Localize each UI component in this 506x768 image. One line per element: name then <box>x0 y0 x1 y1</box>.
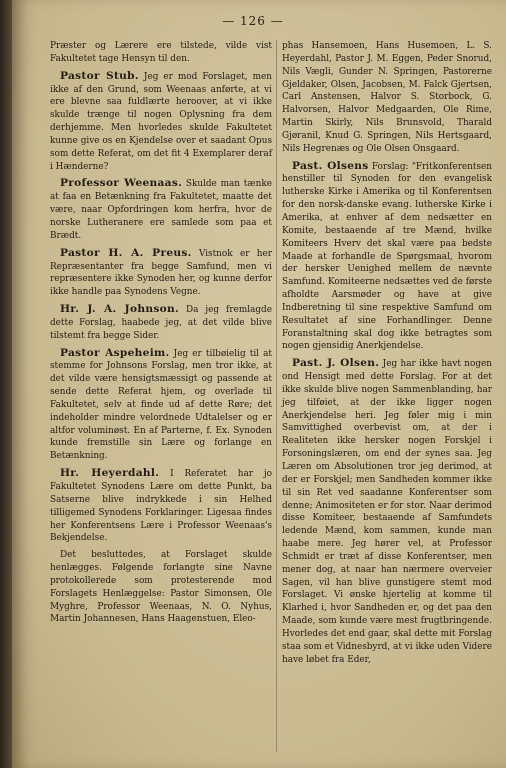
paragraph <box>50 247 272 299</box>
paragraph <box>50 347 272 464</box>
paragraph <box>50 303 272 343</box>
column-divider <box>276 40 277 752</box>
paragraph <box>50 70 272 174</box>
right-column <box>282 40 492 671</box>
paragraph-text: Jeg er tilbøielig til at stemme for Johnsons Forslag, men tror ikke, at det vilde være hensigtsmæssigt og passende at sende dette Referat hjem, og overlade til Fakultetet, selv at finde ud af dette Røre; det indeholder mindre velordnede Udtalelser og er altfor voluminøst. En af Parterne, f. Ex. Synoden kunde fremstille sin Lære og forlange en Betænkning. <box>50 348 272 462</box>
paragraph-text: Skulde man tænke at faa en Betænkning fra Fakultetet, maatte det være, naar Opfordringen kom herfra, hvor de norske Lutheranere ere samlede som paa et Brædt. <box>50 179 272 241</box>
paragraph-text: Jeg har ikke havt nogen ond Hensigt med dette Forslag. For at det ikke skulde blive nogen Sammenblanding, har jeg tilføiet, at der ikke ligger nogen Anerkjendelse heri. Jeg føler mig i min Samvittighed overbevist om, at der i Realiteten ikke hersker nogen Forskjel i Forsoningslæren, om end der synes saa. Jeg Læren om Absolutionen tror jeg derimod, at der er Forskjel; men Sandheden kommer ikke til sin Ret ved saadanne Konferentser som denne; Animositeten er for stor. Naar derimod disse Komiteer, bestaaende af Samfundets ledende Mænd, kom sammen, kunde man haabe mere. Jeg hører vel, at Professor Schmidt er træt af disse Konferentser, men mener dog, at naar han nærmere overveier Sagen, vil han blive gunstigere stemt mod Forslaget. Vi ønske hjertelig at komme til Klarhed i, hvor Sandheden er, og det paa den Maade, som kunde være mest frugtbringende. Hvorledes det end gaar, skal dette mit Forslag staa som et Vidnesbyrd, at vi ikke uden Videre have løbet fra Eder, <box>282 359 492 665</box>
speaker-name: Pastor Aspeheim. <box>60 346 170 359</box>
speaker-name: Professor Weenaas. <box>60 177 183 190</box>
paragraph <box>282 357 492 666</box>
page-number: — 126 — <box>222 14 284 28</box>
paragraph <box>50 40 272 66</box>
paragraph <box>282 160 492 354</box>
speaker-name: Past. Olsens <box>292 159 369 172</box>
paragraph-text: Da jeg fremlagde dette Forslag, haabede jeg, at det vilde blive tilstemt fra begge Sider. <box>50 305 272 341</box>
speaker-name: Pastor Stub. <box>60 69 139 82</box>
left-column <box>50 40 272 630</box>
speaker-name: Pastor H. A. Preus. <box>60 246 192 259</box>
book-gutter <box>0 0 12 768</box>
paragraph <box>50 177 272 242</box>
paragraph <box>50 549 272 626</box>
speaker-name: Hr. Heyerdahl. <box>60 467 160 480</box>
paragraph <box>282 40 492 156</box>
speaker-name: Hr. J. A. Johnson. <box>60 303 179 316</box>
paragraph-text: Vistnok er her Repræsentanter fra begge Samfund, men vi repræsentere ikke Synoden her, og kunne derfor ikke handle paa Synodens Vegne. <box>50 248 272 298</box>
paragraph-text: phas Hansemoen, Hans Husemoen, L. S. Heyerdahl, Pastor J. M. Eggen, Peder Snorud, Nils Vægli, Gunder N. Springen, Pastorerne Gjeldaker, Olsen, Jacobsen, M. Falck Gjertsen, Carl Anstensen, Halvor S. Storbock, G. Halvorsen, Halvor Medgaarden, Ole Rime, Martin Skirly, Nils Brunsvold, Tharald Gjøranil, Knud G. Springen, Nils Hertsgaard, Nils Hegrenæs og Ole Olsen Onsgaard. <box>282 41 492 154</box>
paragraph-text: Det besluttedes, at Forslaget skulde henlægges. Følgende forlangte sine Navne protokollerede som protesterende mod Forslagets Henlæggelse: Pastor Simonsen, Ole Myghre, Professor Weenaas, N. O. Nyhus, Martin Johannesen, Hans Haagenstuen, Eleo- <box>50 550 272 625</box>
paragraph-text: I Referatet har jo Fakultetet Synodens Lære om dette Punkt, ba Satserne blive indrykkede i sin Helhed tilligemed Synodens Forklaringer. Ligesaa findes her Konferentsens Lære i Professor Weenaas's Bekjendelse. <box>50 469 273 544</box>
paragraph-text: Forslag: "Fritkonferentsen henstiller til Synoden for den evangelisk lutherske Kirke i Amerika og til Konferentsen for den norsk-danske evang. lutherske Kirke i Amerika, at enhver af dem nedsætter en Komite, bestaaende af tre Mænd, hvilke Komiteers Hverv det skal være paa bedste Maade at forhandle de Spørgsmaal, hvorom der hersker Uenighed mellem de nævnte Samfund. Komiteerne nedsættes ved de første afholdte Aarsmøder og have at give Indberetning til sine respektive Samfund om Resultatet af sine Forhandlinger. Denne Foranstaltning skal dog ikke betragtes som nogen gjensidig Anerkjendelse. <box>282 161 492 352</box>
paragraph <box>50 467 272 545</box>
speaker-name: Past. J. Olsen. <box>292 357 380 370</box>
paragraph-text: Præster og Lærere ere tilstede, vilde vist Fakultetet tage Hensyn til den. <box>50 41 272 64</box>
paragraph-text: Jeg er mod Forslaget, men ikke af den Grund, som Weenaas anførte, at vi ere blevne saa fuldlærte heroover, at vi ikke skulde trænge til nogen Oplysning fra dem derhjemme. Men hvorledes skulde Fakultetet kunne give os en Kjendelse over et saadant Opus som dette Referat, om det fit 4 Exemplarer deraf i Hænderne? <box>50 71 272 172</box>
